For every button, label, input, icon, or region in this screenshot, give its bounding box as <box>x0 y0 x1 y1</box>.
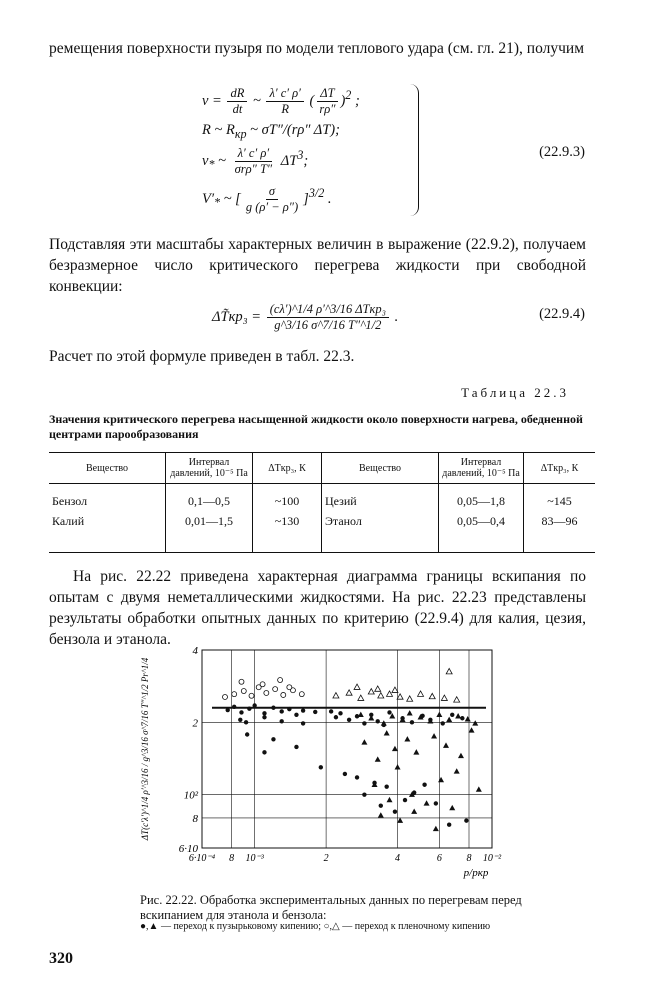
data-point <box>393 809 397 813</box>
data-point <box>262 750 266 754</box>
data-point <box>446 717 452 722</box>
data-point <box>434 801 438 805</box>
table-row: Калий 0,01—1,5 ~130 Этанол 0,05—0,4 83—96 <box>49 514 595 553</box>
data-point <box>301 708 305 712</box>
data-point <box>403 798 407 802</box>
figure-caption: Рис. 22.22. Обработка экспериментальных данных по перегревам перед вскипанием для этанола и бензола: <box>140 893 522 922</box>
data-point <box>247 706 251 710</box>
data-table <box>49 452 595 553</box>
data-point <box>362 721 366 725</box>
data-point <box>411 808 417 813</box>
formula-denominator: g^3/16 σ^7/16 T″^1/2 <box>274 318 382 332</box>
table-row: Бензол 0,1—0,5 ~100 Цезий 0,05—1,8 ~145 <box>49 484 595 515</box>
data-point <box>458 753 464 758</box>
data-point <box>384 730 390 735</box>
table-title: Значения критического перегрева насыщенной жидкости около поверхности нагрева, обедненной центрами парообразования <box>49 412 583 441</box>
data-point <box>313 710 317 714</box>
y-tick-label: 10² <box>183 789 198 802</box>
paragraph-2: Подставляя эти масштабы характерных величин в выражение (22.9.2), получаем безразмерное число критического перегрева жидкости при свободной конвекции: <box>49 236 586 295</box>
data-point <box>241 689 246 694</box>
data-point <box>294 745 298 749</box>
x-tick-label: 2 <box>323 853 329 864</box>
formula-line-4: $V'_*$ ~ [ $\frac{\sigma}{g (\rho' - \rho'')}$ ]$^{3/2}$ . <box>202 184 332 214</box>
data-point <box>378 812 384 817</box>
data-point <box>358 712 364 717</box>
data-point <box>395 764 401 769</box>
data-point <box>279 719 283 723</box>
data-point <box>476 786 482 791</box>
data-point <box>232 692 237 697</box>
table-header: Интервал давлений, 10⁻⁵ Па <box>166 453 253 484</box>
data-point <box>407 696 413 701</box>
formula-line-2: R ~ $R_{кр}$ ~ σT″/(rρ″ ΔT); <box>202 122 340 141</box>
table-header: ΔTкр₃, К <box>524 453 596 484</box>
data-point <box>427 718 433 723</box>
data-point <box>329 709 333 713</box>
table-header: Вещество <box>322 453 439 484</box>
data-point <box>447 823 451 827</box>
data-point <box>239 679 244 684</box>
formula-brace <box>410 84 419 216</box>
data-point <box>441 695 447 700</box>
data-point <box>271 737 275 741</box>
data-point <box>346 690 352 695</box>
data-point <box>271 706 275 710</box>
data-point <box>454 697 460 702</box>
data-point <box>249 693 254 698</box>
data-point <box>368 715 374 720</box>
scatter-chart <box>130 640 510 890</box>
x-tick-label: 10⁻³ <box>245 853 264 864</box>
data-point <box>441 721 445 725</box>
y-tick-label: 8 <box>192 812 198 825</box>
book-page: ремещения поверхности пузыря по модели теплового удара (см. гл. 21), получим v = $\frac{dR}{dt}$ ~ $\frac{\lambda' c' \rho'}{R}$ ( $\frac{\Delta T}{r\rho''}$ )$^2$ ; R ~ $R_{кр}$ ~ σT″/(rρ″ ΔT); $v_*$ ~ $\frac{\lambda' c' \rho'}{\text{σrρ″ T″}}$ $\Delta T^3$; $V'_*$ ~ [ $\frac{\sigma}{g (\rho' - \rho'')}$ ]$^{3/2}$ . (22.9.3) Подставляя эти масштабы характерных величин в выражение (22.9.2), получаем безразмерное число критического перегрева жидкости при свободной конвекции: ΔT̃кр₃ = $\frac{\text{(cλ′)\textasciicircum{}1/4 ρ′\textasciicircum{}3/16 ΔTкр₃}}{g\^{}3/16 \sigma\^{}7/16 T''\^{}1/2}$ . (22.9.4) Расчет по этой формуле приведен в табл. 22.3. Таблица 22.3 Значения критического перегрева насыщенной жидкости около поверхности нагрева, обедненной центрами парообразования Вещество Интервал давлений, 10⁻⁵ Па ΔTкр₃, К Вещество Интервал давлений, 10⁻⁵ Па ΔTкр₃, К Бензол 0,1—0,5 ~100 Цезий 0,05—1,8 ~145 Калий 0,01—1,5 ~130 Этанол 0,05—0,4 83—96 На рис. 22.22 приведена характерная диаграмма границы вскипания по опытам с двумя неметаллическими жидкостями. На рис. 22.23 представлены результаты обработки опытных данных по критерию (22.9.4) для калия, цезия, бензола и этанола. 6·10⁻⁴ 8 10⁻³ 2 4 6 8 10⁻² 4 2 10² 8 6·10 p/pкр ΔT(c′λ′)^1/4 ρ′^3/16 / g^3/16 σ^7/16 T″^1/2 Pr^1/4 Рис. 22.22. Обработка экспериментальных данных по перегревам перед вскипанием для этанола и бензола: ●,▲ — переход к пузырьковому кипению; ○,△ — переход к пленочному кипению 320 <box>0 0 649 1000</box>
data-point <box>464 818 468 822</box>
equation-number-22-9-4: (22.9.4) <box>539 306 585 322</box>
data-point <box>400 717 406 722</box>
data-point <box>287 707 291 711</box>
figure-legend: ●,▲ — переход к пузырьковому кипению; ○,△ — переход к пленочному кипению <box>140 921 491 932</box>
data-point <box>362 792 366 796</box>
table-header: Вещество <box>49 453 166 484</box>
table-header: Интервал давлений, 10⁻⁵ Па <box>439 453 524 484</box>
data-point <box>433 826 439 831</box>
data-point <box>252 703 256 707</box>
table-label: Таблица 22.3 <box>461 385 569 400</box>
data-point <box>333 693 339 698</box>
data-point <box>404 736 410 741</box>
data-point <box>273 687 278 692</box>
data-point <box>232 705 236 709</box>
data-point <box>431 733 437 738</box>
data-point <box>465 716 471 721</box>
intro-paragraph: ремещения поверхности пузыря по модели теплового удара (см. гл. 21), получим <box>49 40 584 57</box>
x-axis-label: p/pкр <box>463 867 489 879</box>
x-tick-label: 6 <box>436 853 442 864</box>
data-point <box>299 692 304 697</box>
formula-line-1: v = $\frac{dR}{dt}$ ~ $\frac{\lambda' c' \rho'}{R}$ ( $\frac{\Delta T}{r\rho''}$ )$^2$ ; <box>202 86 360 116</box>
data-point <box>361 739 367 744</box>
data-point <box>392 746 398 751</box>
data-point <box>436 712 442 717</box>
data-point <box>226 708 230 712</box>
y-axis-label: ΔT(c′λ′)^1/4 ρ′^3/16 / g^3/16 σ^7/16 T″^1/2 Pr^1/4 <box>140 657 150 841</box>
data-point <box>413 749 419 754</box>
data-point <box>387 710 391 714</box>
data-point <box>379 803 383 807</box>
table-header: ΔTкр₃, К <box>253 453 322 484</box>
data-point <box>376 719 380 723</box>
data-point <box>384 784 388 788</box>
data-point <box>410 720 414 724</box>
data-point <box>387 691 393 696</box>
data-point <box>446 668 452 673</box>
paragraph-4: На рис. 22.22 приведена характерная диаграмма границы вскипания по опытам с двумя неметаллическими жидкостями. На рис. 22.23 представлены результаты обработки опытных данных по критерию (22.9.4) для калия, цезия, бензола и этанола. <box>49 568 586 648</box>
data-point <box>343 772 347 776</box>
data-point <box>375 756 381 761</box>
data-point <box>301 721 305 725</box>
data-point <box>469 727 475 732</box>
data-point <box>294 713 298 717</box>
data-point <box>472 720 478 725</box>
data-point <box>334 715 338 719</box>
data-point <box>438 777 444 782</box>
y-tick-label: 4 <box>192 645 198 657</box>
data-point <box>262 711 266 715</box>
x-tick-label: 10⁻² <box>482 853 502 864</box>
paragraph-3: Расчет по этой формуле приведен в табл. 22.3. <box>49 348 355 365</box>
data-point <box>422 783 426 787</box>
data-point <box>347 718 351 722</box>
formula-line-3: $v_*$ ~ $\frac{\lambda' c' \rho'}{\text{σrρ″ T″}}$ $\Delta T^3$; <box>202 146 309 176</box>
data-point <box>354 684 360 689</box>
x-tick-label: 8 <box>229 853 235 864</box>
formula-lhs: ΔT̃кр₃ = <box>212 308 262 325</box>
data-point <box>279 709 283 713</box>
y-tick-label: 2 <box>192 717 198 730</box>
data-point <box>378 693 384 698</box>
data-point <box>392 687 398 692</box>
data-point <box>238 718 242 722</box>
data-point <box>358 695 364 700</box>
data-point <box>278 678 283 683</box>
data-point <box>260 682 265 687</box>
data-point <box>375 686 381 691</box>
data-point <box>387 797 393 802</box>
data-point <box>407 710 413 715</box>
data-point <box>338 711 342 715</box>
data-point <box>262 715 266 719</box>
data-point <box>424 800 430 805</box>
plot-frame <box>202 650 492 848</box>
data-point <box>245 732 249 736</box>
data-point <box>455 713 461 718</box>
data-point <box>418 691 424 696</box>
data-point <box>281 692 286 697</box>
equation-number-22-9-3: (22.9.3) <box>539 144 585 160</box>
data-point <box>397 694 403 699</box>
formula-numerator: (cλ′)^1/4 ρ′^3/16 ΔTкр₃ <box>267 302 389 318</box>
data-point <box>239 710 243 714</box>
data-point <box>264 690 269 695</box>
data-point <box>355 775 359 779</box>
data-point <box>443 742 449 747</box>
data-point <box>449 805 455 810</box>
x-tick-label: 4 <box>395 853 401 864</box>
data-point <box>454 768 460 773</box>
data-point <box>429 693 435 698</box>
data-point <box>368 689 374 694</box>
data-point <box>319 765 323 769</box>
x-tick-label: 8 <box>466 853 472 864</box>
data-point <box>244 720 248 724</box>
data-point <box>450 713 454 717</box>
data-point <box>381 720 387 725</box>
x-tick-label: 6·10⁻⁴ <box>188 853 216 864</box>
page-number: 320 <box>49 950 73 967</box>
y-tick-label: 6·10 <box>178 843 198 855</box>
data-point <box>287 685 292 690</box>
data-point <box>223 694 228 699</box>
